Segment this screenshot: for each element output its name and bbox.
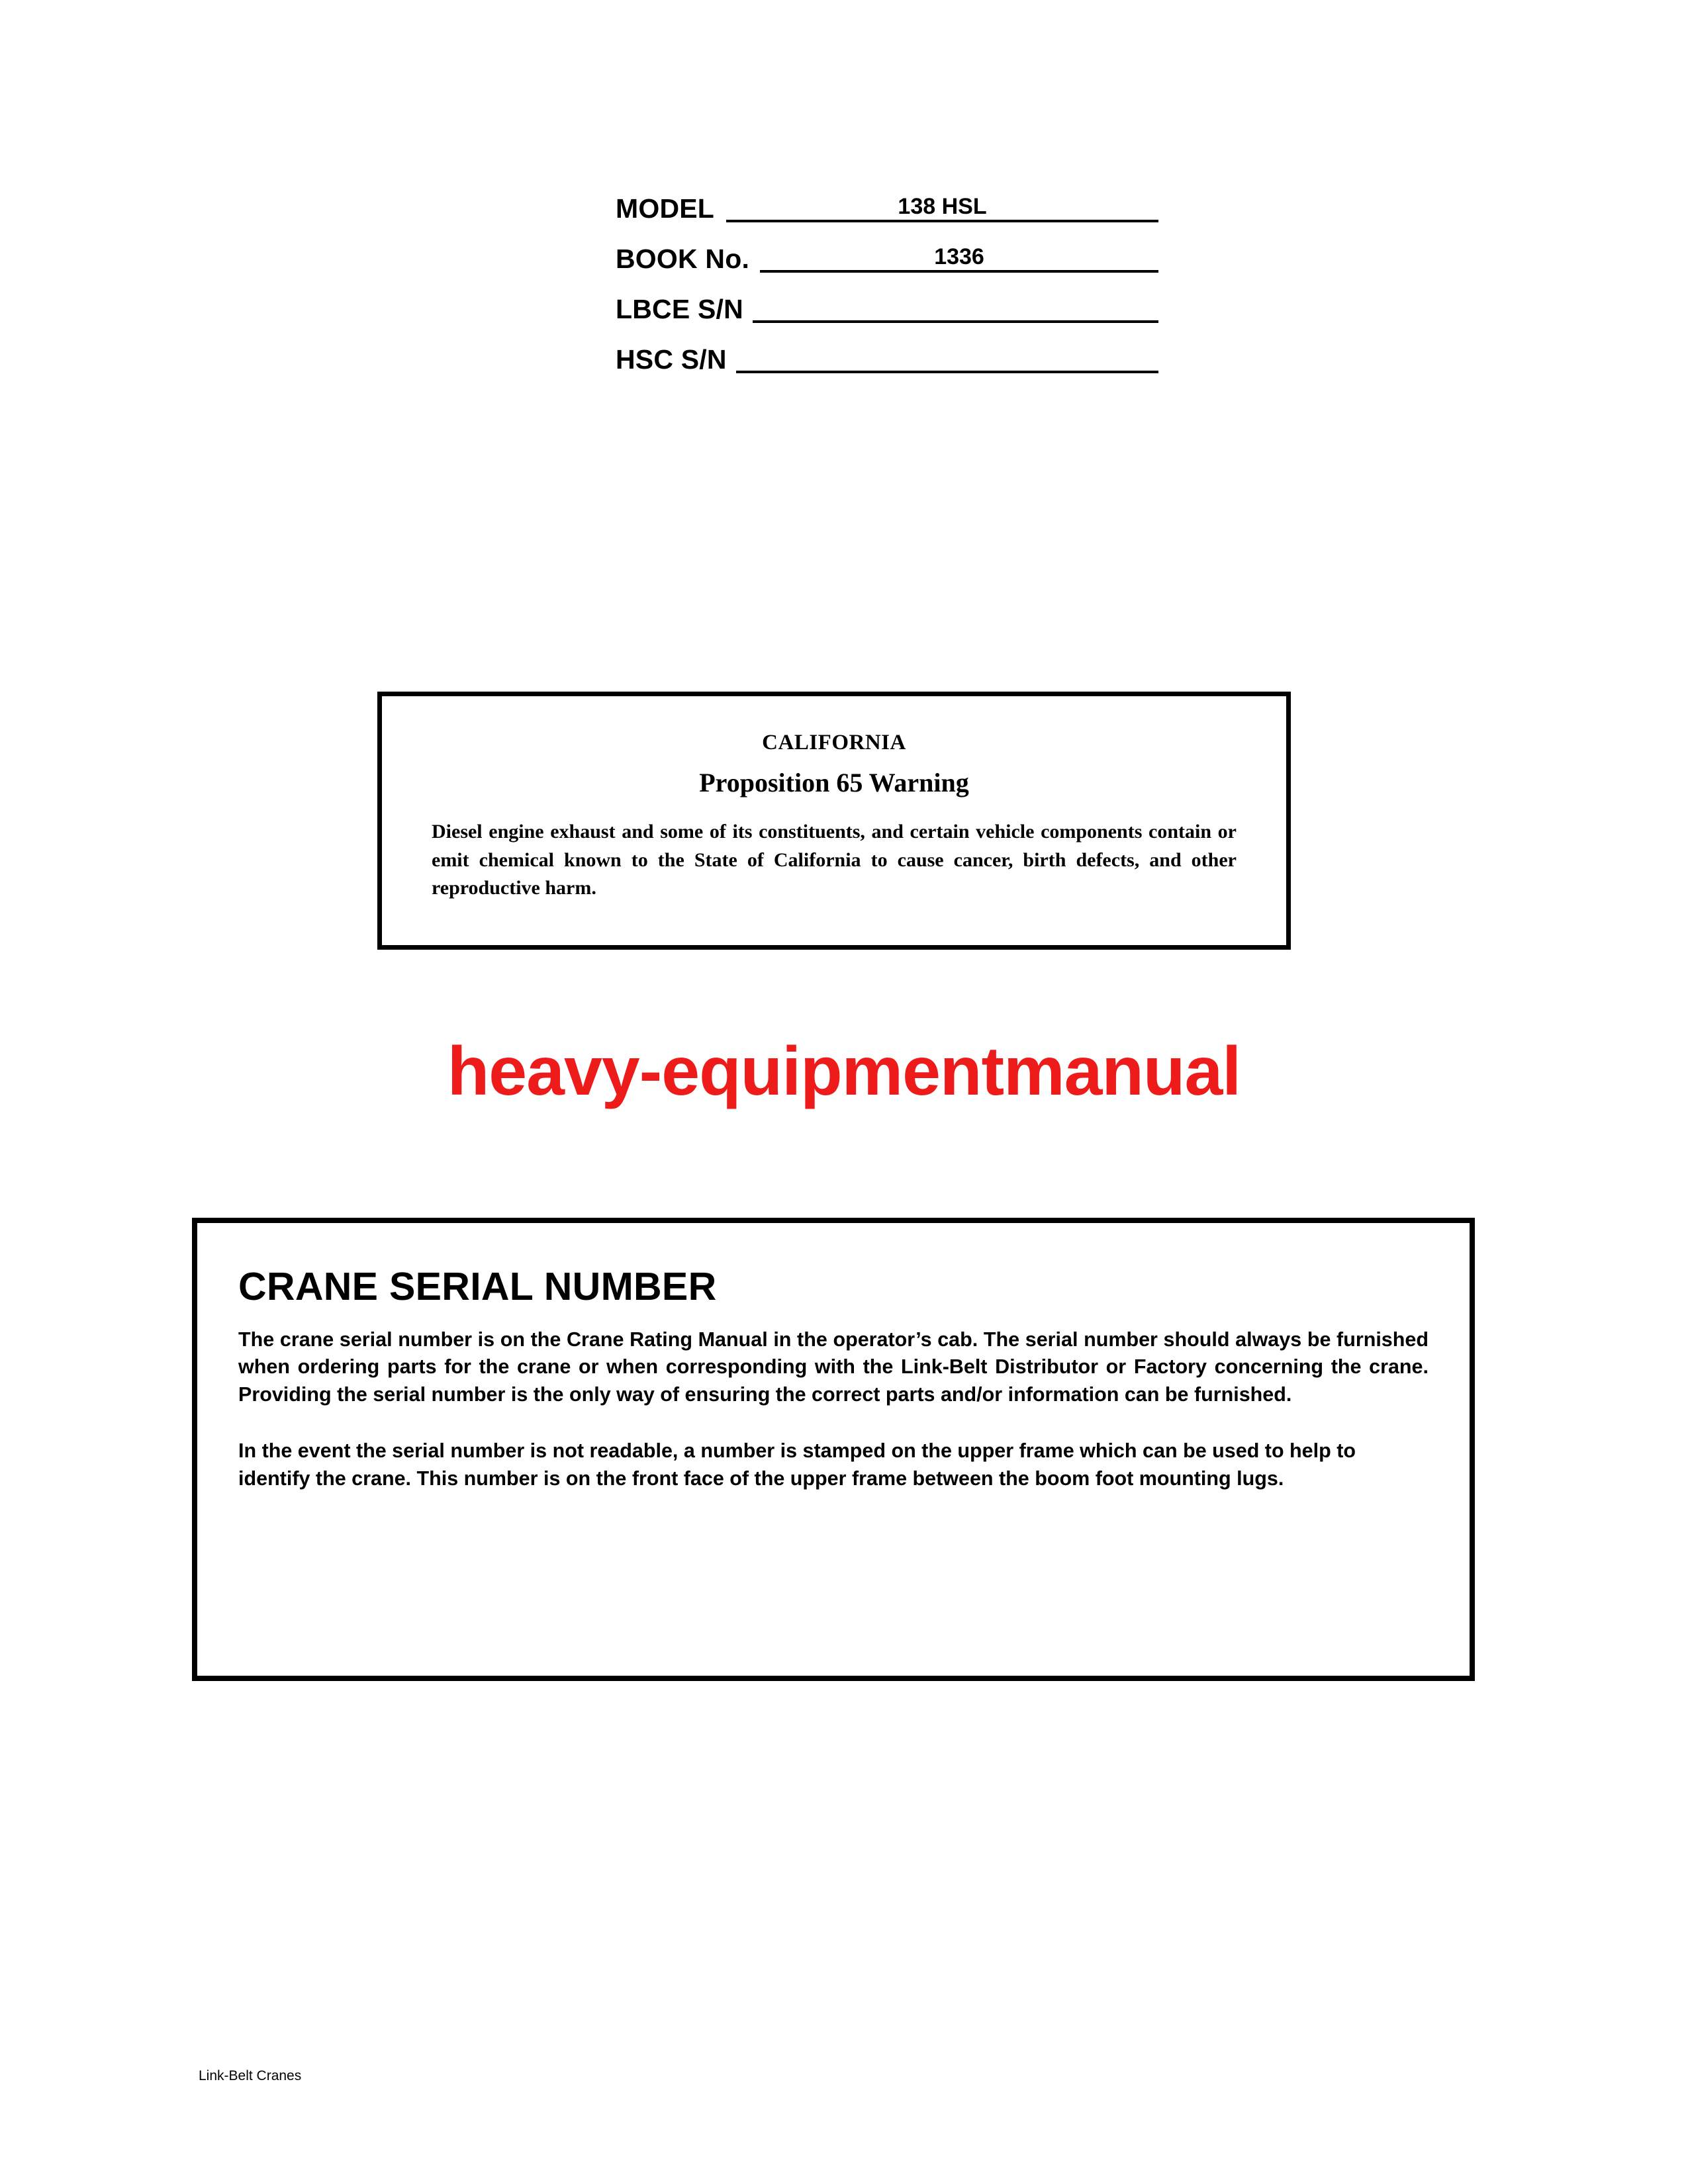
- model-label: MODEL: [616, 193, 715, 224]
- model-identification-block: [616, 185, 1158, 387]
- book-number-value: 1336: [934, 244, 984, 269]
- hsc-serial-fill-line: [736, 340, 1158, 373]
- model-value: 138 HSL: [898, 194, 987, 219]
- page-footer: Link-Belt Cranes: [199, 2068, 302, 2083]
- hsc-serial-label: HSC S/N: [616, 344, 727, 375]
- lbce-serial-label: LBCE S/N: [616, 294, 743, 324]
- lbce-serial-fill-line: [753, 290, 1158, 323]
- lbce-serial-row: [616, 286, 1158, 323]
- site-watermark: heavy-equipmentmanual: [447, 1033, 1241, 1110]
- book-number-fill-line: [760, 240, 1158, 273]
- book-number-row: [616, 236, 1158, 273]
- book-number-label: BOOK No.: [616, 244, 750, 274]
- crane-serial-number-box: [192, 1218, 1475, 1681]
- proposition-65-title: CALIFORNIA: [762, 731, 906, 754]
- model-row: [616, 185, 1158, 222]
- crane-serial-paragraph-1: The crane serial number is on the Crane Rating Manual in the operator’s cab. The serial number should always be furnished when ordering parts for the crane or when corresponding with the Link-Belt Distributor or Factory concerning the crane. Providing the serial number is the only way of ensuring the correct parts and/or information can be furnished.: [238, 1328, 1429, 1406]
- model-fill-line: [726, 189, 1158, 222]
- proposition-65-warning-box: [377, 692, 1291, 950]
- crane-serial-number-heading: CRANE SERIAL NUMBER: [238, 1265, 717, 1308]
- proposition-65-subtitle: Proposition 65 Warning: [699, 768, 969, 797]
- proposition-65-body: Diesel engine exhaust and some of its constituents, and certain vehicle components contain or emit chemical known to the State of California to cause cancer, birth defects, and other reproductive harm.: [432, 821, 1237, 899]
- hsc-serial-row: [616, 336, 1158, 373]
- crane-serial-paragraph-2: In the event the serial number is not readable, a number is stamped on the upper frame which can be used to help to identify the crane. This number is on the front face of the upper frame between the boom foot mounting lugs.: [238, 1439, 1356, 1490]
